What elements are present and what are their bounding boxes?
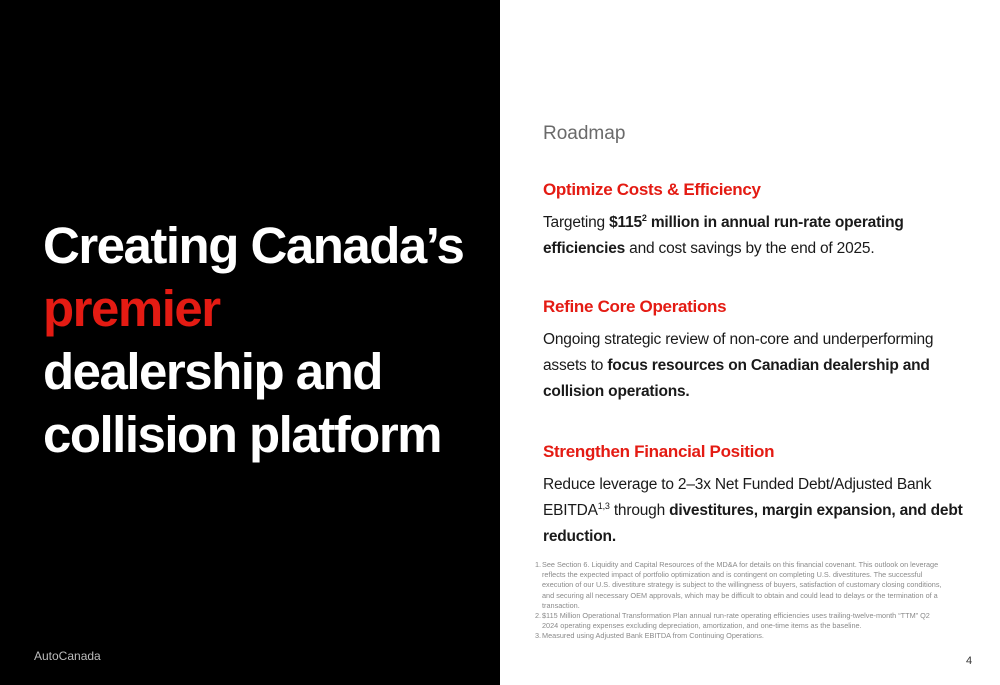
footnote-text: Measured using Adjusted Bank EBITDA from Continuing Operations. <box>542 631 764 641</box>
footnote-number: 1. <box>535 560 542 569</box>
headline-line-1: Creating Canada’s <box>43 217 464 274</box>
page-number: 4 <box>966 655 973 667</box>
amount-text: $115 <box>609 214 642 231</box>
footnote-ref: 2 <box>641 212 647 223</box>
section-optimize-costs <box>543 179 963 262</box>
headline-accent-word: premier <box>43 280 220 337</box>
footnote-number: 2. <box>535 611 542 621</box>
body-text: Targeting <box>543 214 610 231</box>
section-body <box>543 472 963 550</box>
footnote-item <box>535 560 947 611</box>
body-bold-text: focus resources on Canadian dealership and collision operations. <box>543 357 930 400</box>
section-refine-core <box>543 296 963 405</box>
section-title: Refine Core Operations <box>543 297 727 316</box>
headline-line-4: collision platform <box>43 406 442 463</box>
headline-line-3: dealership and <box>43 343 382 400</box>
footnote-ref: 1,3 <box>597 500 610 511</box>
body-text: Ongoing strategic review of non-core and underperforming assets to <box>543 331 934 374</box>
footnote-item <box>535 631 947 641</box>
roadmap-label: Roadmap <box>543 123 626 144</box>
footnotes <box>535 560 947 642</box>
brand-name: AutoCanada <box>34 649 101 663</box>
section-title: Optimize Costs & Efficiency <box>543 180 761 199</box>
section-body <box>543 327 963 405</box>
section-body <box>543 210 963 262</box>
footnote-text: $115 Million Operational Transformation Plan annual run-rate operating efficiencies uses trailing-twelve-month “TTM” Q2 2024 operating expenses excluding depreciation, amortization, and one-time items as the baseline. <box>542 611 930 631</box>
body-text: through <box>609 502 670 519</box>
headline <box>43 214 483 466</box>
body-text: Reduce leverage to 2–3x Net Funded Debt/Adjusted Bank EBITDA <box>543 476 932 519</box>
section-title: Strengthen Financial Position <box>543 442 775 461</box>
bold-text: million in annual run-rate operating efficiencies <box>543 214 904 257</box>
footnote-number: 3. <box>535 631 542 641</box>
body-bold-text: divestitures, margin expansion, and debt reduction. <box>543 502 963 545</box>
footnote-item <box>535 611 947 631</box>
right-panel <box>500 0 1000 685</box>
body-text: and cost savings by the end of 2025. <box>625 240 875 257</box>
section-strengthen-financial <box>543 441 963 550</box>
footnote-text: See Section 6. Liquidity and Capital Resources of the MD&A for details on this financial covenant. This outlook on leverage reflects the expected impact of portfolio optimization and is contingent on completing U.S. divestitures. The successful execution of our U.S. divestiture strategy is subject to the willingness of buyers, satisfaction of customary closing conditions, and securing all necessary OEM approvals, which may be difficult to obtain and could lead to delays or the termination of a transaction. <box>542 560 942 610</box>
